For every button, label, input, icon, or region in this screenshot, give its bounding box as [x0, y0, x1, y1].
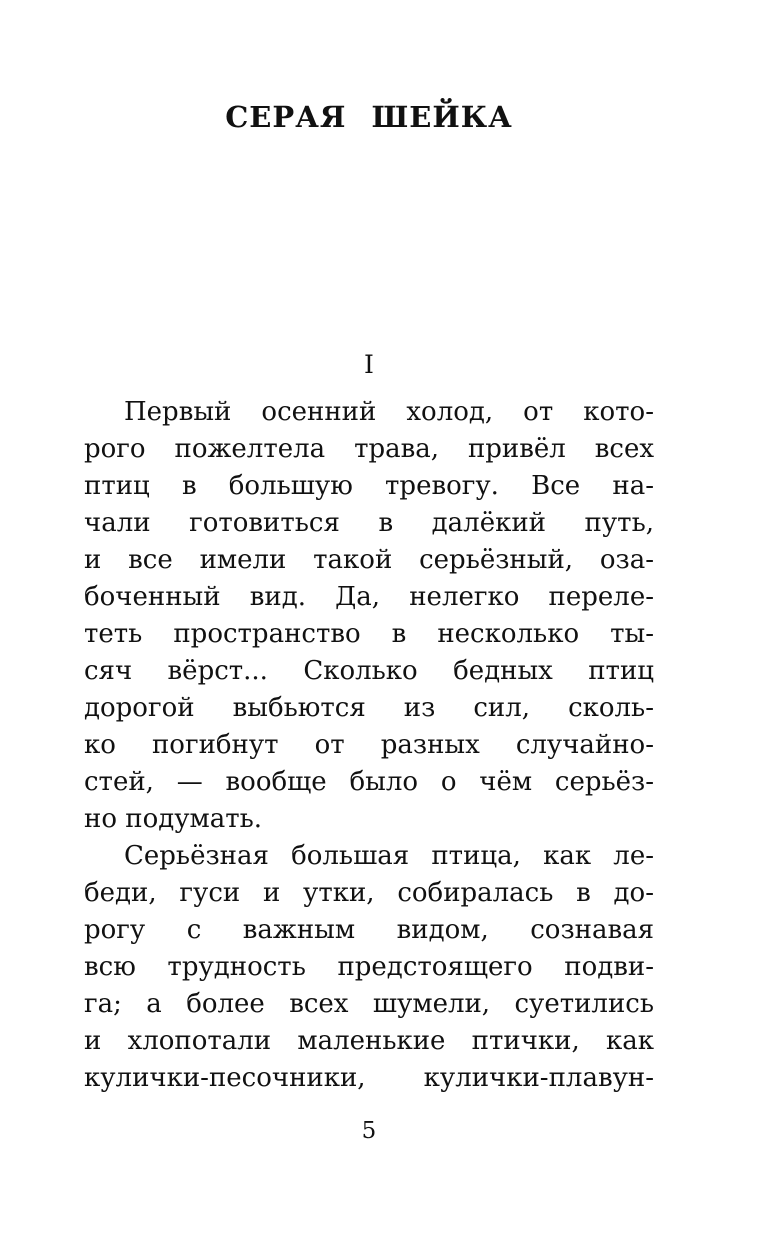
text-line: боченный вид. Да, нелегко переле- — [84, 582, 654, 612]
text-line: Серьёзная большая птица, как ле- — [124, 841, 654, 871]
text-line: ко погибнут от разных случайно- — [84, 730, 654, 760]
text-line: Первый осенний холод, от кото- — [124, 397, 654, 427]
page-number: 5 — [361, 1118, 377, 1144]
text-line: чали готовиться в далёкий путь, — [84, 508, 654, 538]
text-line: дорогой выбьются из сил, сколь- — [84, 693, 654, 723]
text-line: всю трудность предстоящего подви- — [84, 952, 654, 982]
text-line: стей, — вообще было о чём серьёз- — [84, 767, 654, 797]
text-line: беди, гуси и утки, собиралась в до- — [84, 878, 654, 908]
text-line: теть пространство в несколько ты- — [84, 619, 654, 649]
text-line: и все имели такой серьёзный, оза- — [84, 545, 654, 575]
text-line: рогу с важным видом, сознавая — [84, 915, 654, 945]
text-line: птиц в большую тревогу. Все на- — [84, 471, 654, 501]
story-title: СЕРАЯ ШЕЙКА — [225, 100, 513, 134]
story-text — [84, 394, 654, 1097]
chapter-number: I — [364, 350, 374, 379]
text-line: но подумать. — [84, 804, 263, 834]
text-line: сяч вёрст... Сколько бедных птиц — [84, 656, 654, 686]
text-line: рого пожелтела трава, привёл всех — [84, 434, 654, 464]
text-line: га; а более всех шумели, суетились — [84, 989, 654, 1019]
text-line: и хлопотали маленькие птички, как — [84, 1026, 654, 1056]
text-line: кулички-песочники, кулички-плавун- — [84, 1063, 654, 1093]
